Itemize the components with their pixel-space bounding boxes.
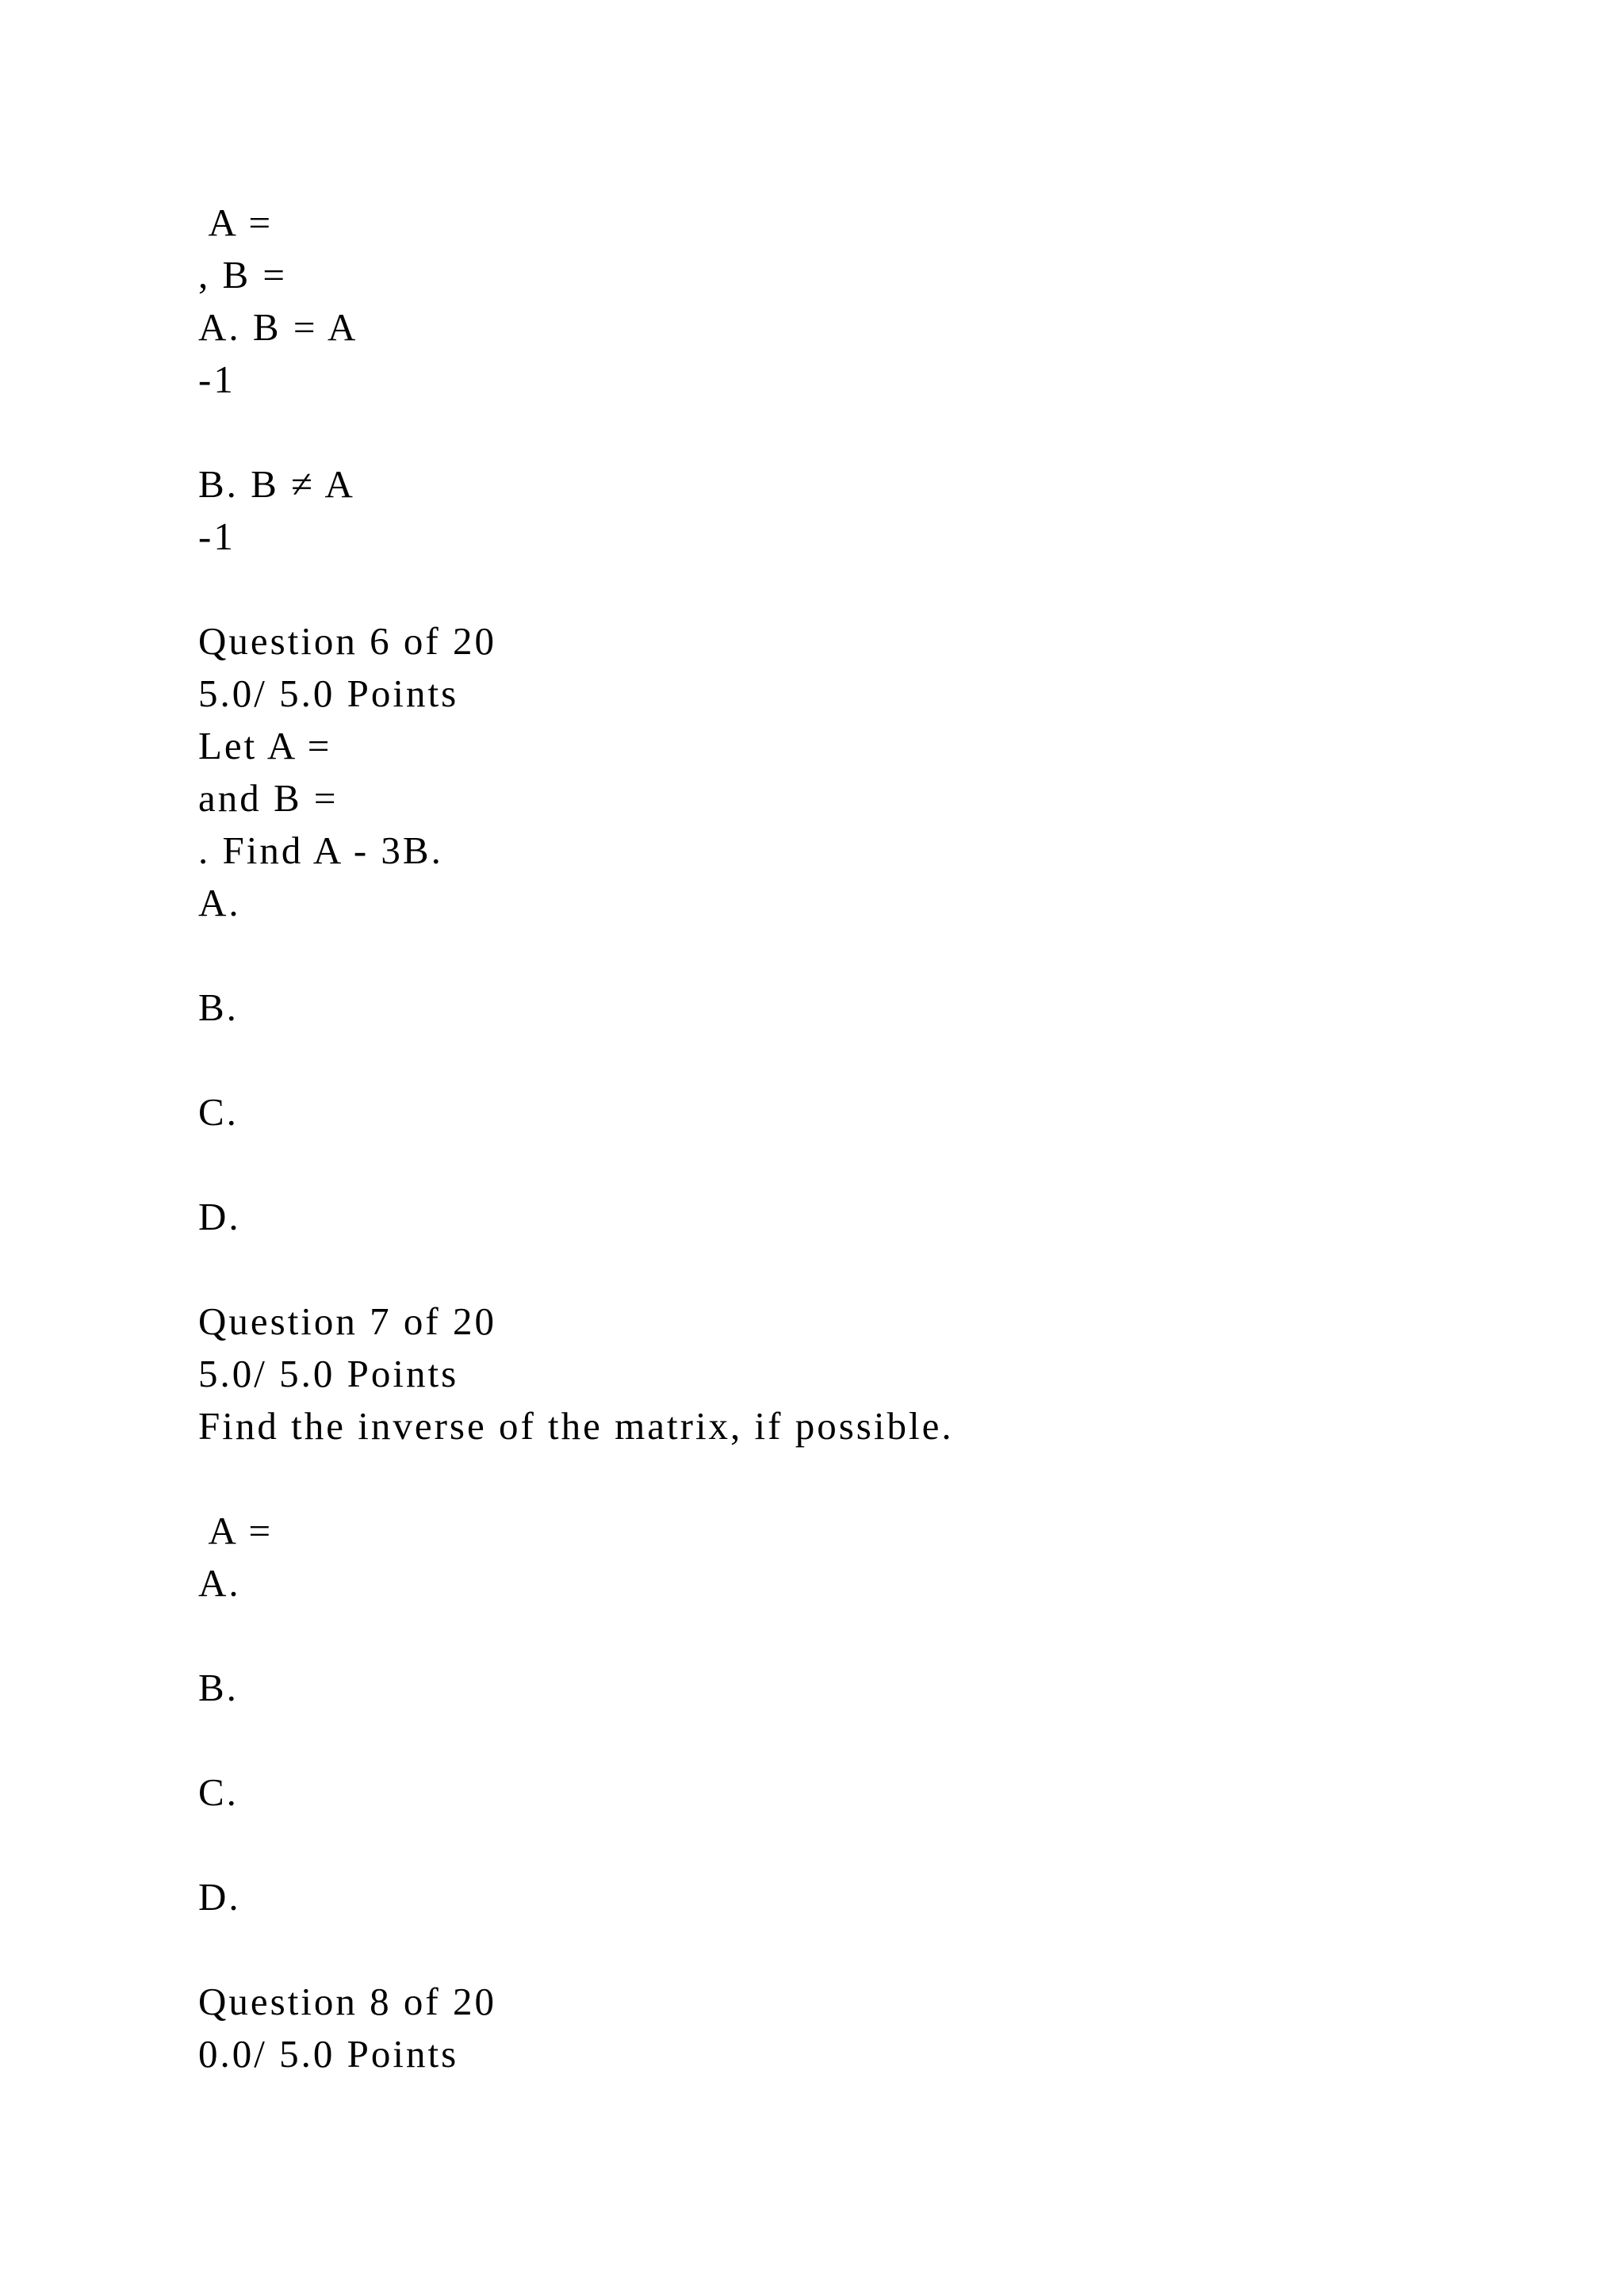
- question-7-header: Question 7 of 20: [198, 1299, 496, 1343]
- question-6-option-d: D.: [198, 1195, 241, 1238]
- matrix-b-label: , B =: [198, 253, 288, 297]
- question-6-option-c: C.: [198, 1090, 239, 1134]
- option-a-superscript: -1: [198, 358, 236, 401]
- matrix-a-label: A =: [198, 201, 274, 244]
- option-a: A. B = A: [198, 305, 358, 349]
- question-7-option-c: C.: [198, 1770, 239, 1814]
- question-6-let-a: Let A =: [198, 724, 332, 767]
- question-7-points: 5.0/ 5.0 Points: [198, 1352, 459, 1395]
- question-7-option-a: A.: [198, 1561, 241, 1605]
- question-7-matrix-a-label: A =: [198, 1509, 274, 1552]
- question-6-option-b: B.: [198, 985, 239, 1029]
- question-8-points: 0.0/ 5.0 Points: [198, 2032, 459, 2076]
- question-7-prompt: Find the inverse of the matrix, if possible.: [198, 1404, 954, 1448]
- question-6-points: 5.0/ 5.0 Points: [198, 672, 459, 715]
- option-b-superscript: -1: [198, 515, 236, 558]
- question-6-and-b: and B =: [198, 776, 339, 820]
- question-7-option-b: B.: [198, 1666, 239, 1709]
- option-b: B. B ≠ A: [198, 462, 355, 506]
- question-8-header: Question 8 of 20: [198, 1980, 496, 2023]
- question-6-find: . Find A - 3B.: [198, 828, 443, 872]
- question-7-option-d: D.: [198, 1875, 241, 1919]
- question-6-header: Question 6 of 20: [198, 619, 496, 663]
- question-6-option-a: A.: [198, 881, 241, 924]
